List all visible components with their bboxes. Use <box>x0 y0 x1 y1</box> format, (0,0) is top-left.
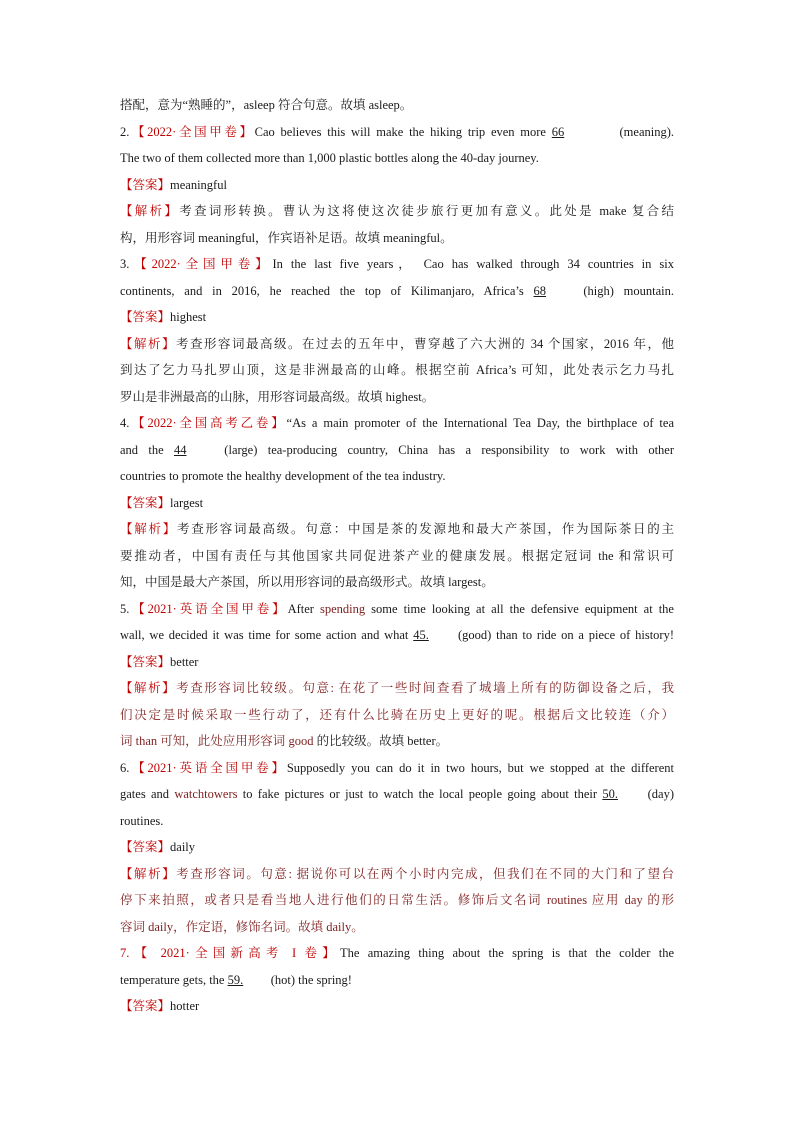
q6-blank: 50. <box>602 787 618 801</box>
q5-source: 【2021·英语全国甲卷】 <box>129 601 288 616</box>
q3-analysis-line1: 【解析】考查形容词最高级。在过去的五年中，曹穿越了六大洲的 34 个国家，2016 年，他 <box>120 336 674 351</box>
q3-answer: 【答案】highest <box>120 310 207 324</box>
q4-analysis-line2: 要推动者，中国有责任与其他国家共同促进茶产业的健康发展。根据定冠词 the 和常识可 <box>120 548 674 563</box>
q4-stem-line1: 4.【2022·全国高考乙卷】“As a main promoter of the International Tea Day, the birthplace of tea <box>120 416 674 430</box>
q4-source: 【2022·全国高考乙卷】 <box>129 416 287 430</box>
q4-stem-line3: countries to promote the healthy development of the tea industry. <box>120 469 446 483</box>
q6-analysis-line3: 容词 daily，作定语，修饰名词。故填 daily。 <box>120 919 364 934</box>
q6-analysis-line1: 【解析】考查形容词。句意: 据说你可以在两个小时内完成，但我们在不同的大门和了望台 <box>120 866 674 881</box>
q5-stem-line1: 5.【2021·英语全国甲卷】After spending some time looking at all the defensive equipment at the <box>120 601 674 616</box>
q5-analysis-line2: 们决定是时候采取一些行动了，还有什么比骑在历史上更好的呢。根据后文比较连（介） <box>120 707 674 722</box>
q2-analysis-line2: 构，用形容词 meaningful，作宾语补足语。故填 meaningful。 <box>120 230 453 245</box>
document-page <box>120 92 674 1020</box>
q4-stem-line2: and the 44 (large) tea-producing country, China has a responsibility to work with other <box>120 437 674 464</box>
q3-stem-line1: 3.【2022·全国甲卷】In the last five years， Cao has walked through 34 countries in six <box>120 257 674 271</box>
q5-answer: 【答案】better <box>120 654 199 669</box>
q7-source: 【 2021·全国新高考 I 卷】 <box>129 946 340 960</box>
q2-stem-line1: 2.【2022·全国甲卷】Cao believes this will make the hiking trip even more 66 (meaning). <box>120 119 674 146</box>
q6-stem-line1: 6.【2021·英语全国甲卷】Supposedly you can do it in two hours, but we stopped at the different <box>120 760 674 775</box>
q7-stem-line1: 7.【 2021·全国新高考 I 卷】The amazing thing about the spring is that the colder the <box>120 946 674 960</box>
q2-answer: 【答案】meaningful <box>120 177 227 192</box>
q5-stem-line2: wall, we decided it was time for some action and what 45. (good) than to ride on a piece of history! <box>120 622 674 649</box>
q7-stem-line2: temperature gets, the 59. (hot) the spring! <box>120 967 674 994</box>
q2-blank: 66 <box>551 124 565 139</box>
q7-answer: 【答案】hotter <box>120 999 200 1013</box>
q3-source: 【2022·全国甲卷】 <box>129 257 273 271</box>
q3-analysis-line3: 罗山是非洲最高的山脉，用形容词最高级。故填 highest。 <box>120 389 435 404</box>
q6-analysis-line2: 停下来拍照，或者只是看当地人进行他们的日常生活。修饰后文名词 routines 应用 day 的形 <box>120 893 674 907</box>
q5-blank: 45. <box>413 628 429 642</box>
q6-source: 【2021·英语全国甲卷】 <box>129 760 287 775</box>
q4-analysis-line1: 【解析】考查形容词最高级。句意：中国是茶的发源地和最大产茶国，作为国际茶日的主 <box>120 522 674 536</box>
q7-blank: 59. <box>227 972 244 987</box>
q5-analysis-line1: 【解析】考查形容词比较级。句意: 在花了一些时间查看了城墙上所有的防御设备之后，我 <box>120 681 674 695</box>
q6-stem-line2: gates and watchtowers to fake pictures or just to watch the local people going about their 50. (day) <box>120 781 674 808</box>
q6-answer: 【答案】daily <box>120 840 196 854</box>
q3-stem-line2: continents, and in 2016, he reached the top of Kilimanjaro, Africa’s 68 (high) mountain. <box>120 278 674 305</box>
q6-stem-line3: routines. <box>120 813 164 828</box>
q2-analysis-line1: 【解析】考查词形转换。曹认为这将使这次徒步旅行更加有意义。此处是 make 复合结 <box>120 204 674 218</box>
q5-analysis-line3: 词 than 可知，此处应用形容词 good 的比较级。故填 better。 <box>120 734 449 748</box>
q2-source: 【2022·全国甲卷】 <box>129 124 255 139</box>
q3-blank: 68 <box>533 283 547 298</box>
q4-analysis-line3: 知，中国是最大产茶国，所以用形容词的最高级形式。故填 largest。 <box>120 575 494 589</box>
q2-stem-line2: The two of them collected more than 1,000 plastic bottles along the 40-day journey. <box>120 151 539 165</box>
intro-line: 搭配，意为“熟睡的”，asleep 符合句意。故填 asleep。 <box>120 98 413 112</box>
q4-answer: 【答案】largest <box>120 495 204 510</box>
q4-blank: 44 <box>173 442 187 457</box>
q3-analysis-line2: 到达了乞力马扎罗山顶，这是非洲最高的山峰。根据空前 Africa’s 可知，此处表示乞力马扎 <box>120 363 674 377</box>
